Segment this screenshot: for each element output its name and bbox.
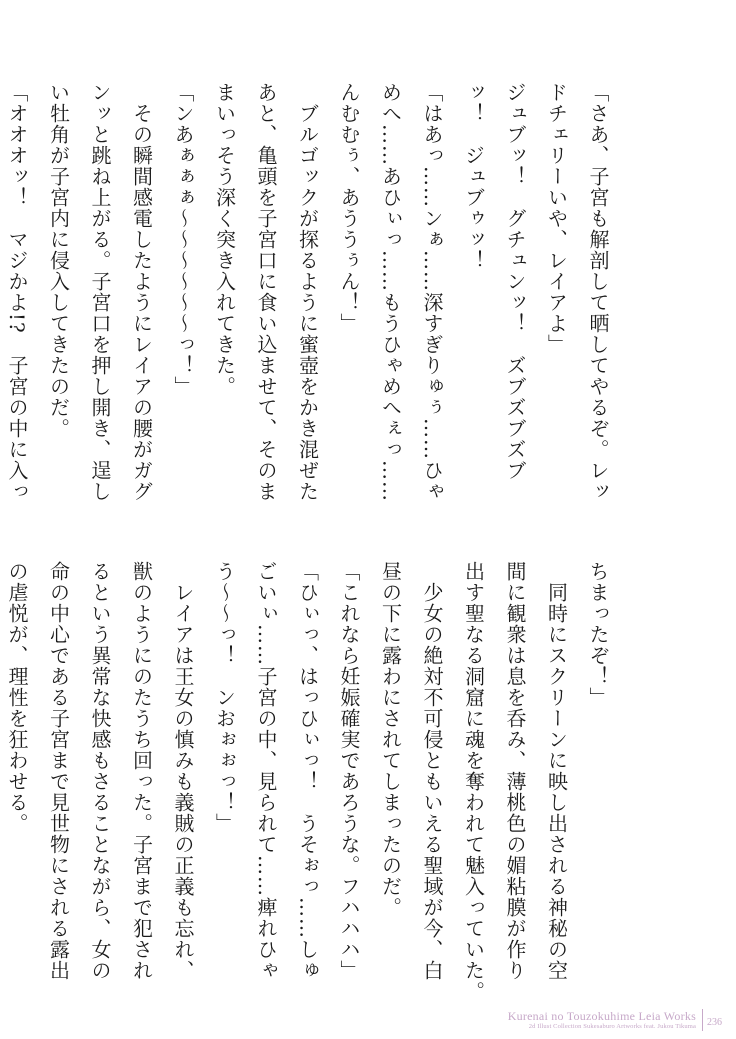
book-subtitle: 2d Illust Collection Sukesaburo Artworks feat. Jukou Tikuma	[528, 1023, 696, 1030]
text-column: ンッと跳ね上がる。子宮口を押し開き、逞し	[88, 82, 112, 502]
text-column: 間に観衆は息を呑み、薄桃色の媚粘膜が作り	[503, 561, 527, 981]
text-column: 「さあ、子宮も解剖して晒してやるぞ。レッ	[586, 82, 610, 502]
text-column: 出す聖なる洞窟に魂を奪われて魅入っていた。	[461, 561, 486, 1002]
text-column: 命の中心である子宮まで見世物にされる露出	[46, 561, 71, 981]
text-column: ドチェリーいや、レイアよ」	[544, 82, 569, 355]
text-column: レイアは王女の慎みも義賊の正義も忘れ、	[171, 561, 195, 981]
footer-text	[508, 1010, 702, 1031]
text-column: めへ……あひぃっ……もうひゃめへぇっ……	[378, 82, 403, 502]
text-column: 少女の絶対不可侵ともいえる聖域が今、白	[420, 561, 444, 981]
text-column: ブルゴックが探るように蜜壺をかき混ぜた	[295, 82, 320, 502]
text-block-upper	[0, 82, 618, 502]
page-number: 236	[707, 1017, 722, 1028]
text-column: あと、亀頭を子宮口に食い込ませて、そのま	[254, 82, 278, 502]
text-column: まいっそう深く突き入れてきた。	[212, 82, 237, 397]
text-column: の虐悦が、理性を狂わせる。	[5, 561, 29, 834]
text-column: 「ひぃっ、はっひぃっ！ うそぉっ……しゅ	[295, 561, 320, 981]
text-column: んむむぅ、あううぅん！」	[337, 82, 361, 334]
text-column: 「これなら妊娠確実であろうな。フハハハ」	[337, 561, 361, 981]
text-column: ごいぃ……子宮の中、見られて……痺れひゃ	[254, 561, 278, 981]
text-column: い牡角が子宮内に侵入してきたのだ。	[46, 82, 71, 439]
footer-divider	[702, 1009, 703, 1031]
page-footer	[508, 1009, 722, 1031]
text-column: ジュブッ！ グチュンッ！ ズブズブズブ	[503, 82, 527, 481]
text-column: 「オオオッ！ マジかよ!? 子宮の中に入っ	[5, 82, 29, 502]
text-column: 獣のようにのたうち回った。子宮まで犯され	[129, 561, 154, 981]
text-column: その瞬間感電したようにレイアの腰がガグ	[129, 82, 154, 502]
text-column: るという異常な快感もさることながら、女の	[88, 561, 112, 981]
text-column: 「はあっ……ンぁ……深すぎりゅぅ……ひゃ	[420, 82, 444, 502]
text-column: 同時にスクリーンに映し出される神秘の空	[544, 561, 569, 981]
text-column: 昼の下に露わにされてしまったのだ。	[378, 561, 403, 918]
text-column: う〜〜っ！ ンおぉぉっ！」	[212, 561, 237, 834]
text-column: ちまったぞ！」	[586, 561, 610, 708]
text-column: ッ！ ジュブゥッ！	[461, 82, 486, 271]
book-title: Kurenai no Touzokuhime Leia Works	[507, 1009, 696, 1023]
text-block-lower	[0, 561, 618, 1002]
text-column: 「ンあぁぁぁ〜〜〜〜〜〜っ！」	[171, 82, 195, 397]
